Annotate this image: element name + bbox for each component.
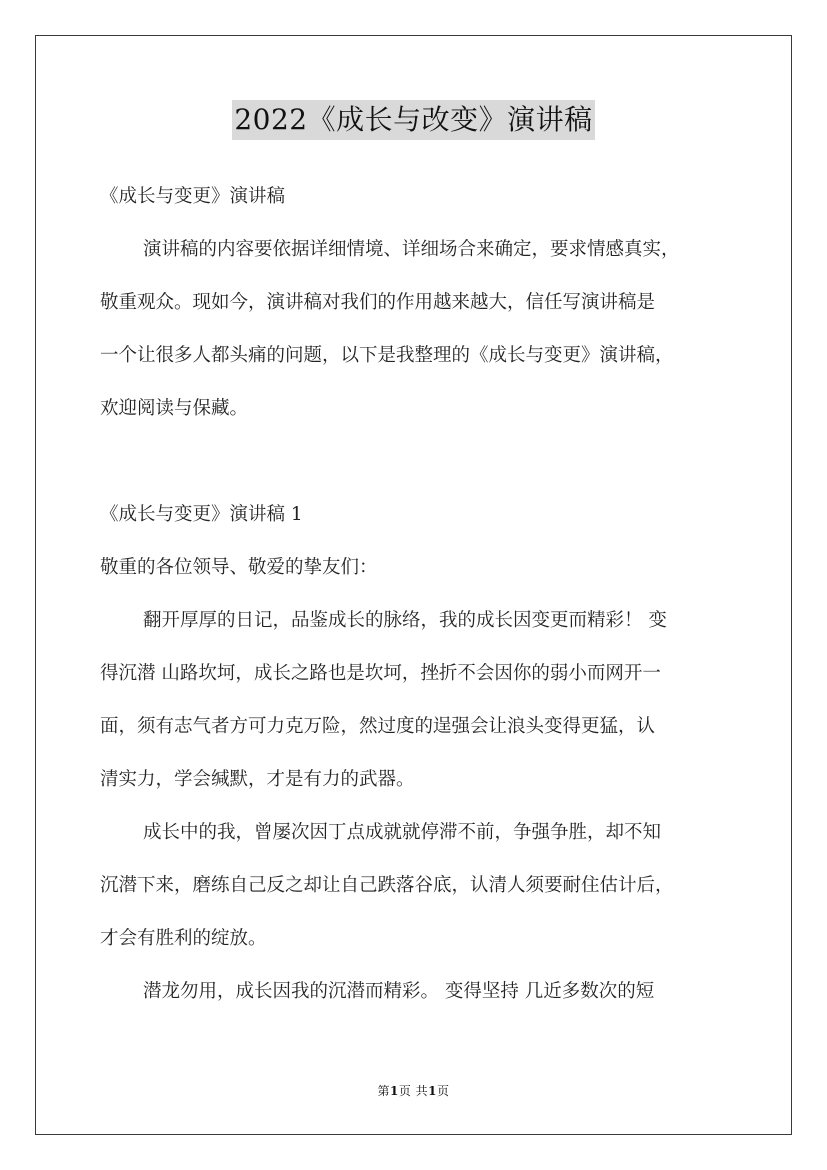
body-paragraph-1 (100, 594, 740, 806)
paragraph-line: 成长中的我，曾屡次因丁点成就就停滞不前，争强争胜，却不知 (143, 822, 662, 843)
body-paragraph-3 (100, 965, 740, 1018)
section-heading: 《成长与变更》演讲稿 1 (100, 504, 303, 525)
document-subtitle: 《成长与变更》演讲稿 (100, 186, 286, 207)
salutation: 敬重的各位领导、敬爱的挚友们： (100, 557, 378, 578)
intro-paragraph (100, 223, 740, 435)
paragraph-line: 才会有胜利的绽放。 (100, 928, 267, 949)
intro-line: 欢迎阅读与保藏。 (100, 398, 249, 419)
paragraph-line: 沉潜下来，磨练自己反之却让自己跌落谷底，认清人须要耐住估计后， (100, 875, 674, 896)
paragraph-line: 翻开厚厚的日记，品鉴成长的脉络，我的成长因变更而精彩！ 变 (143, 610, 667, 631)
footer-suffix: 页 (437, 1084, 450, 1098)
paragraph-spacer (100, 435, 740, 488)
paragraph-line: 清实力，学会缄默，才是有力的武器。 (100, 769, 415, 790)
document-body (100, 170, 740, 1018)
footer-page-current: 1 (389, 1084, 399, 1098)
title-container (0, 100, 827, 140)
paragraph-line: 得沉潜 山路坎坷，成长之路也是坎坷，挫折不会因你的弱小而网开一 (100, 663, 661, 684)
document-title: 2022《成长与改变》演讲稿 (232, 100, 594, 140)
intro-line: 演讲稿的内容要依据详细情境、详细场合来确定，要求情感真实， (143, 239, 680, 260)
paragraph-line: 潜龙勿用，成长因我的沉潜而精彩。 变得坚持 几近多数次的短 (143, 981, 655, 1002)
intro-line: 一个让很多人都头痛的问题，以下是我整理的《成长与变更》演讲稿， (100, 345, 674, 366)
intro-line: 敬重观众。现如今，演讲稿对我们的作用越来越大，信任写演讲稿是 (100, 292, 656, 313)
body-paragraph-2 (100, 806, 740, 965)
footer-page-total: 1 (428, 1084, 438, 1098)
page-footer (0, 1082, 827, 1099)
footer-mid: 页 共 (398, 1084, 429, 1098)
paragraph-line: 面，须有志气者方可力克万险，然过度的逞强会让浪头变得更猛，认 (100, 716, 656, 737)
footer-prefix: 第 (377, 1084, 390, 1098)
